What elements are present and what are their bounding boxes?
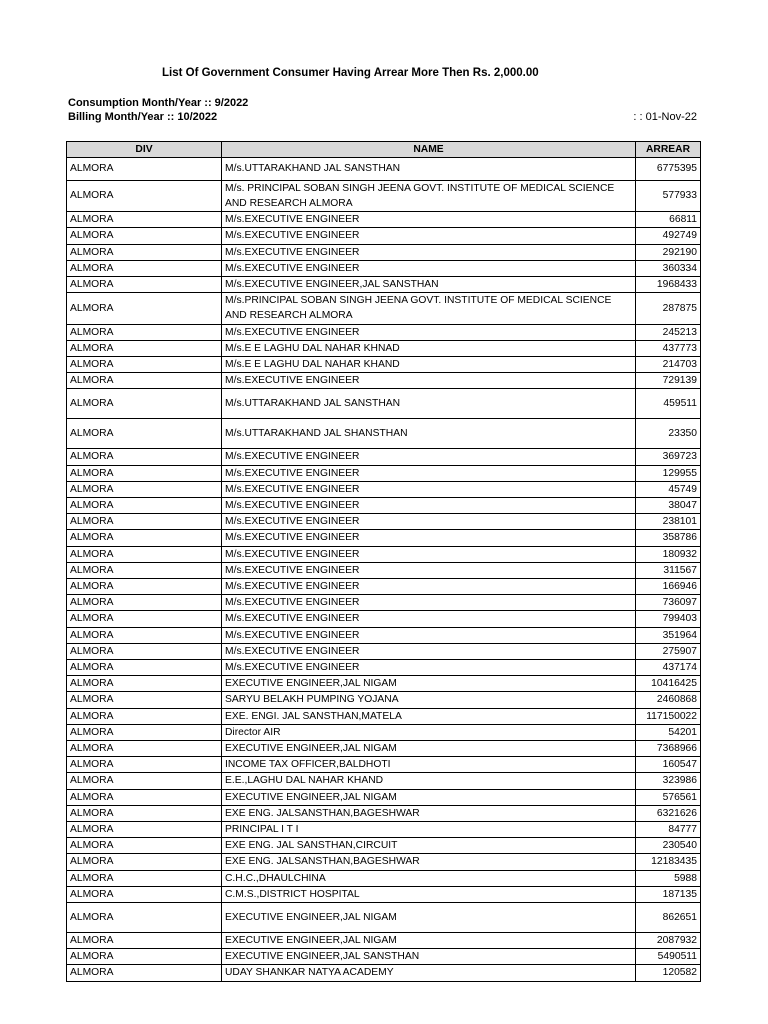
arrear-cell: 736097 bbox=[636, 595, 701, 611]
arrear-cell: 180932 bbox=[636, 546, 701, 562]
name-cell: M/s.EXECUTIVE ENGINEER bbox=[222, 497, 636, 513]
name-cell: M/s.EXECUTIVE ENGINEER bbox=[222, 449, 636, 465]
table-row bbox=[67, 244, 701, 260]
arrear-cell: 6775395 bbox=[636, 158, 701, 181]
name-cell: M/s.EXECUTIVE ENGINEER bbox=[222, 324, 636, 340]
table-row bbox=[67, 546, 701, 562]
div-cell: ALMORA bbox=[67, 465, 222, 481]
name-cell: M/s.UTTARAKHAND JAL SANSTHAN bbox=[222, 158, 636, 181]
name-cell: M/s.E E LAGHU DAL NAHAR KHAND bbox=[222, 356, 636, 372]
table-row bbox=[67, 757, 701, 773]
billing-period: Billing Month/Year :: 10/2022 bbox=[68, 111, 218, 123]
table-row bbox=[67, 324, 701, 340]
name-cell: UDAY SHANKAR NATYA ACADEMY bbox=[222, 965, 636, 981]
div-cell: ALMORA bbox=[67, 886, 222, 902]
arrear-cell: 577933 bbox=[636, 180, 701, 211]
name-cell: M/s.EXECUTIVE ENGINEER bbox=[222, 643, 636, 659]
name-cell: EXECUTIVE ENGINEER,JAL NIGAM bbox=[222, 741, 636, 757]
arrear-cell: 38047 bbox=[636, 497, 701, 513]
table-row bbox=[67, 212, 701, 228]
div-cell: ALMORA bbox=[67, 228, 222, 244]
arrear-cell: 84777 bbox=[636, 822, 701, 838]
arrear-cell: 459511 bbox=[636, 389, 701, 419]
name-cell: EXE ENG. JALSANSTHAN,BAGESHWAR bbox=[222, 854, 636, 870]
arrear-cell: 7368966 bbox=[636, 741, 701, 757]
table-row bbox=[67, 530, 701, 546]
name-cell: M/s.EXECUTIVE ENGINEER bbox=[222, 611, 636, 627]
table-row bbox=[67, 708, 701, 724]
name-cell: E.E.,LAGHU DAL NAHAR KHAND bbox=[222, 773, 636, 789]
arrear-cell: 862651 bbox=[636, 903, 701, 933]
arrear-cell: 2087932 bbox=[636, 933, 701, 949]
div-cell: ALMORA bbox=[67, 627, 222, 643]
name-cell: M/s.EXECUTIVE ENGINEER bbox=[222, 212, 636, 228]
arrear-cell: 10416425 bbox=[636, 676, 701, 692]
div-cell: ALMORA bbox=[67, 611, 222, 627]
table-row bbox=[67, 611, 701, 627]
arrear-cell: 117150022 bbox=[636, 708, 701, 724]
div-cell: ALMORA bbox=[67, 324, 222, 340]
table-row bbox=[67, 933, 701, 949]
arrear-cell: 214703 bbox=[636, 356, 701, 372]
arrear-cell: 369723 bbox=[636, 449, 701, 465]
name-cell: M/s.EXECUTIVE ENGINEER bbox=[222, 514, 636, 530]
name-cell: M/s.EXECUTIVE ENGINEER bbox=[222, 260, 636, 276]
arrear-cell: 54201 bbox=[636, 724, 701, 740]
table-header-row bbox=[67, 142, 701, 158]
div-cell: ALMORA bbox=[67, 449, 222, 465]
arrear-cell: 323986 bbox=[636, 773, 701, 789]
div-cell: ALMORA bbox=[67, 180, 222, 211]
arrear-cell: 729139 bbox=[636, 373, 701, 389]
arrear-cell: 245213 bbox=[636, 324, 701, 340]
table-row bbox=[67, 276, 701, 292]
table-row bbox=[67, 805, 701, 821]
table-row bbox=[67, 870, 701, 886]
name-cell: C.M.S.,DISTRICT HOSPITAL bbox=[222, 886, 636, 902]
name-cell: M/s.EXECUTIVE ENGINEER bbox=[222, 595, 636, 611]
name-cell: EXE ENG. JAL SANSTHAN,CIRCUIT bbox=[222, 838, 636, 854]
div-cell: ALMORA bbox=[67, 933, 222, 949]
div-cell: ALMORA bbox=[67, 708, 222, 724]
table-row bbox=[67, 773, 701, 789]
table-row bbox=[67, 389, 701, 419]
name-cell: M/s.EXECUTIVE ENGINEER bbox=[222, 562, 636, 578]
div-cell: ALMORA bbox=[67, 276, 222, 292]
name-cell: M/s.EXECUTIVE ENGINEER bbox=[222, 465, 636, 481]
div-cell: ALMORA bbox=[67, 514, 222, 530]
div-cell: ALMORA bbox=[67, 212, 222, 228]
arrear-cell: 351964 bbox=[636, 627, 701, 643]
table-row bbox=[67, 373, 701, 389]
table-row bbox=[67, 562, 701, 578]
page-title: List Of Government Consumer Having Arrear More Then Rs. 2,000.00 bbox=[162, 67, 539, 79]
name-cell: M/s.EXECUTIVE ENGINEER bbox=[222, 627, 636, 643]
name-cell: M/s.EXECUTIVE ENGINEER,JAL SANSTHAN bbox=[222, 276, 636, 292]
name-cell: EXE. ENGI. JAL SANSTHAN,MATELA bbox=[222, 708, 636, 724]
arrear-cell: 45749 bbox=[636, 481, 701, 497]
div-cell: ALMORA bbox=[67, 838, 222, 854]
arrear-cell: 311567 bbox=[636, 562, 701, 578]
div-cell: ALMORA bbox=[67, 741, 222, 757]
arrear-cell: 12183435 bbox=[636, 854, 701, 870]
name-cell: M/s.EXECUTIVE ENGINEER bbox=[222, 373, 636, 389]
div-cell: ALMORA bbox=[67, 260, 222, 276]
table-row bbox=[67, 676, 701, 692]
arrear-cell: 5988 bbox=[636, 870, 701, 886]
table-row bbox=[67, 228, 701, 244]
div-cell: ALMORA bbox=[67, 643, 222, 659]
arrear-cell: 360334 bbox=[636, 260, 701, 276]
name-cell: PRINCIPAL I T I bbox=[222, 822, 636, 838]
div-cell: ALMORA bbox=[67, 724, 222, 740]
table-row bbox=[67, 965, 701, 981]
arrear-cell: 238101 bbox=[636, 514, 701, 530]
name-cell: EXECUTIVE ENGINEER,JAL NIGAM bbox=[222, 903, 636, 933]
table-row bbox=[67, 903, 701, 933]
table-row bbox=[67, 643, 701, 659]
name-cell: C.H.C.,DHAULCHINA bbox=[222, 870, 636, 886]
div-cell: ALMORA bbox=[67, 530, 222, 546]
name-cell: M/s.EXECUTIVE ENGINEER bbox=[222, 578, 636, 594]
arrear-cell: 187135 bbox=[636, 886, 701, 902]
div-cell: ALMORA bbox=[67, 578, 222, 594]
div-cell: ALMORA bbox=[67, 562, 222, 578]
arrear-cell: 66811 bbox=[636, 212, 701, 228]
table-row bbox=[67, 340, 701, 356]
name-cell: EXECUTIVE ENGINEER,JAL NIGAM bbox=[222, 933, 636, 949]
table-row bbox=[67, 419, 701, 449]
name-cell: M/s.UTTARAKHAND JAL SHANSTHAN bbox=[222, 419, 636, 449]
arrear-cell: 1968433 bbox=[636, 276, 701, 292]
arrear-cell: 492749 bbox=[636, 228, 701, 244]
name-cell: INCOME TAX OFFICER,BALDHOTI bbox=[222, 757, 636, 773]
table-row bbox=[67, 724, 701, 740]
div-cell: ALMORA bbox=[67, 340, 222, 356]
table-row bbox=[67, 158, 701, 181]
arrear-cell: 576561 bbox=[636, 789, 701, 805]
table-row bbox=[67, 822, 701, 838]
table-row bbox=[67, 886, 701, 902]
arrear-cell: 160547 bbox=[636, 757, 701, 773]
name-cell: M/s.EXECUTIVE ENGINEER bbox=[222, 659, 636, 675]
div-cell: ALMORA bbox=[67, 595, 222, 611]
div-cell: ALMORA bbox=[67, 481, 222, 497]
table-row bbox=[67, 497, 701, 513]
div-cell: ALMORA bbox=[67, 244, 222, 260]
table-row bbox=[67, 741, 701, 757]
div-cell: ALMORA bbox=[67, 373, 222, 389]
table-row bbox=[67, 692, 701, 708]
arrear-cell: 166946 bbox=[636, 578, 701, 594]
div-cell: ALMORA bbox=[67, 757, 222, 773]
arrear-cell: 437773 bbox=[636, 340, 701, 356]
div-cell: ALMORA bbox=[67, 497, 222, 513]
arrear-cell: 2460868 bbox=[636, 692, 701, 708]
table-row bbox=[67, 481, 701, 497]
div-cell: ALMORA bbox=[67, 158, 222, 181]
arrear-cell: 120582 bbox=[636, 965, 701, 981]
div-cell: ALMORA bbox=[67, 692, 222, 708]
arrear-table bbox=[66, 141, 701, 982]
table-row bbox=[67, 659, 701, 675]
table-row bbox=[67, 180, 701, 211]
div-cell: ALMORA bbox=[67, 419, 222, 449]
div-cell: ALMORA bbox=[67, 805, 222, 821]
name-cell: M/s.E E LAGHU DAL NAHAR KHNAD bbox=[222, 340, 636, 356]
table-row bbox=[67, 449, 701, 465]
name-cell: EXECUTIVE ENGINEER,JAL NIGAM bbox=[222, 676, 636, 692]
name-cell: M/s.EXECUTIVE ENGINEER bbox=[222, 530, 636, 546]
div-cell: ALMORA bbox=[67, 293, 222, 324]
report-date: : : 01-Nov-22 bbox=[633, 111, 697, 123]
arrear-cell: 23350 bbox=[636, 419, 701, 449]
div-cell: ALMORA bbox=[67, 854, 222, 870]
column-header-arrear: ARREAR bbox=[636, 142, 701, 158]
table-row bbox=[67, 949, 701, 965]
name-cell: M/s.PRINCIPAL SOBAN SINGH JEENA GOVT. INSTITUTE OF MEDICAL SCIENCE AND RESEARCH ALMORA bbox=[222, 293, 636, 324]
table-row bbox=[67, 789, 701, 805]
name-cell: M/s.EXECUTIVE ENGINEER bbox=[222, 228, 636, 244]
div-cell: ALMORA bbox=[67, 659, 222, 675]
name-cell: M/s.EXECUTIVE ENGINEER bbox=[222, 546, 636, 562]
name-cell: EXE ENG. JALSANSTHAN,BAGESHWAR bbox=[222, 805, 636, 821]
arrear-cell: 358786 bbox=[636, 530, 701, 546]
div-cell: ALMORA bbox=[67, 789, 222, 805]
name-cell: M/s.EXECUTIVE ENGINEER bbox=[222, 481, 636, 497]
table-row bbox=[67, 578, 701, 594]
arrear-cell: 292190 bbox=[636, 244, 701, 260]
name-cell: EXECUTIVE ENGINEER,JAL NIGAM bbox=[222, 789, 636, 805]
div-cell: ALMORA bbox=[67, 389, 222, 419]
name-cell: M/s. PRINCIPAL SOBAN SINGH JEENA GOVT. INSTITUTE OF MEDICAL SCIENCE AND RESEARCH ALMORA bbox=[222, 180, 636, 211]
arrear-cell: 230540 bbox=[636, 838, 701, 854]
div-cell: ALMORA bbox=[67, 949, 222, 965]
name-cell: EXECUTIVE ENGINEER,JAL SANSTHAN bbox=[222, 949, 636, 965]
table-body bbox=[67, 158, 701, 981]
arrear-cell: 5490511 bbox=[636, 949, 701, 965]
name-cell: M/s.UTTARAKHAND JAL SANSTHAN bbox=[222, 389, 636, 419]
table-row bbox=[67, 595, 701, 611]
arrear-cell: 799403 bbox=[636, 611, 701, 627]
table-row bbox=[67, 838, 701, 854]
div-cell: ALMORA bbox=[67, 870, 222, 886]
table-row bbox=[67, 465, 701, 481]
arrear-cell: 6321626 bbox=[636, 805, 701, 821]
name-cell: SARYU BELAKH PUMPING YOJANA bbox=[222, 692, 636, 708]
div-cell: ALMORA bbox=[67, 903, 222, 933]
arrear-cell: 275907 bbox=[636, 643, 701, 659]
div-cell: ALMORA bbox=[67, 773, 222, 789]
div-cell: ALMORA bbox=[67, 822, 222, 838]
name-cell: M/s.EXECUTIVE ENGINEER bbox=[222, 244, 636, 260]
table-row bbox=[67, 356, 701, 372]
column-header-name: NAME bbox=[222, 142, 636, 158]
div-cell: ALMORA bbox=[67, 676, 222, 692]
arrear-cell: 437174 bbox=[636, 659, 701, 675]
arrear-cell: 129955 bbox=[636, 465, 701, 481]
name-cell: Director AIR bbox=[222, 724, 636, 740]
table-row bbox=[67, 514, 701, 530]
table-row bbox=[67, 293, 701, 324]
div-cell: ALMORA bbox=[67, 546, 222, 562]
table-row bbox=[67, 854, 701, 870]
arrear-cell: 287875 bbox=[636, 293, 701, 324]
column-header-div: DIV bbox=[67, 142, 222, 158]
div-cell: ALMORA bbox=[67, 356, 222, 372]
consumption-period: Consumption Month/Year :: 9/2022 bbox=[68, 97, 249, 109]
div-cell: ALMORA bbox=[67, 965, 222, 981]
table-row bbox=[67, 260, 701, 276]
table-row bbox=[67, 627, 701, 643]
